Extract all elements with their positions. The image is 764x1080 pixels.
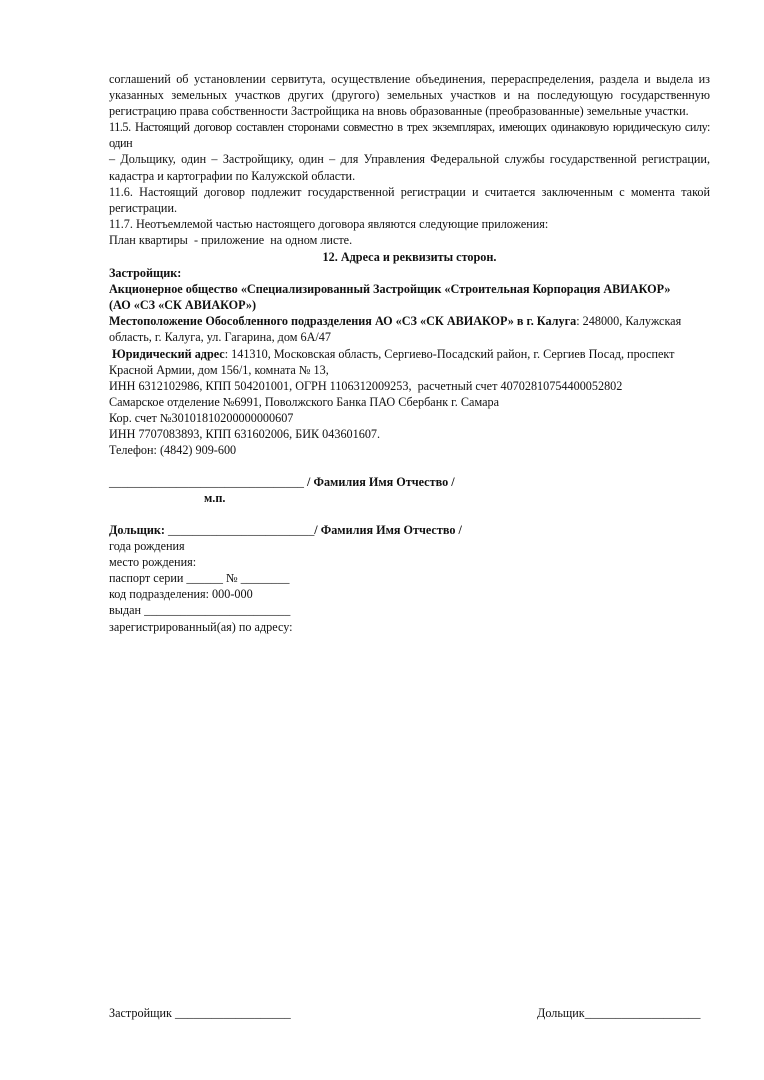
clause-line: соглашений об установлении сервитута, осуществление объединения, перераспределения, раздела и выдела из [109, 72, 710, 86]
requisites-section [109, 249, 710, 458]
issued-by: выдан ________________________ [109, 603, 291, 618]
stamp-label: м.п. [204, 491, 226, 506]
developer-ids: ИНН 6312102986, КПП 504201001, ОГРН 1106312009253, расчетный счет 40702810754400052802 [109, 378, 623, 393]
clause-line: регистрации. [109, 200, 178, 215]
section-title: 12. Адреса и реквизиты сторон. [322, 250, 497, 264]
clauses-section [109, 71, 710, 248]
shareholder-section [109, 522, 710, 635]
clause-11-7: 11.7. Неотъемлемой частью настоящего договора являются следующие приложения: [109, 216, 549, 231]
division-code: код подразделения: 000-000 [109, 587, 253, 602]
corr-account: Кор. счет №30101810200000000607 [109, 410, 294, 425]
legal-address-label: Юридический адрес [112, 346, 225, 361]
registered-address: зарегистрированный(ая) по адресу: [109, 619, 293, 634]
passport: паспорт серии ______ № ________ [109, 571, 290, 586]
clause-11-6: 11.6. Настоящий договор подлежит государственной регистрации и считается заключенным с момента такой [109, 184, 710, 199]
birth-year: года рождения [109, 539, 185, 554]
developer-phone: Телефон: (4842) 909-600 [109, 443, 237, 458]
location-label: Местоположение Обособленного подразделения АО «СЗ «СК АВИАКОР» в г. Калуга [109, 314, 577, 329]
signature-name: / Фамилия Имя Отчество / [304, 475, 455, 489]
shareholder-label: Дольщик: [109, 523, 165, 537]
footer-shareholder-signature: Дольщик___________________ [537, 1006, 701, 1020]
birth-place: место рождения: [109, 555, 197, 570]
clause-line: регистрацию права собственности Застройщика на вновь образованные (преобразованные) земельные участки. [109, 104, 689, 119]
clause-line: указанных земельных участков других (другого) земельных участков и на последующую государственную [109, 88, 710, 103]
developer-signature [109, 474, 710, 506]
footer-developer-signature: Застройщик ___________________ [109, 1006, 291, 1020]
legal-address-cont: Красной Армии, дом 156/1, комната № 13, [109, 362, 329, 377]
location-value-cont: область, г. Калуга, ул. Гагарина, дом 6А/47 [109, 330, 331, 345]
bank-name: Самарское отделение №6991, Поволжского Банка ПАО Сбербанк г. Самара [109, 394, 499, 409]
signature-line: ________________________________ [109, 475, 304, 489]
clause-line: – Дольщику, один – Застройщику, один – для Управления Федеральной службы государственной регистрации, [109, 152, 710, 167]
bank-ids: ИНН 7707083893, КПП 631602006, БИК 043601607. [109, 427, 381, 442]
clause-line: кадастра и картографии по Калужской области. [109, 168, 356, 183]
location-value: : 248000, Калужская [576, 314, 682, 329]
signature-line: ________________________ [165, 523, 315, 537]
signature-name: / Фамилия Имя Отчество / [314, 523, 462, 537]
attachment-line: План квартиры - приложение на одном листе. [109, 232, 353, 247]
developer-label: Застройщик: [109, 266, 182, 281]
developer-short-name: (АО «СЗ «СК АВИАКОР») [109, 298, 257, 313]
legal-address-value: : 141310, Московская область, Сергиево-Посадский район, г. Сергиев Посад, проспект [224, 346, 675, 361]
clause-11-5: 11.5. Настоящий договор составлен сторонами совместно в трех экземплярах, имеющих одинаковую юридическую силу: один [109, 120, 710, 151]
developer-name: Акционерное общество «Специализированный Застройщик «Строительная Корпорация АВИАКОР» [109, 282, 671, 297]
